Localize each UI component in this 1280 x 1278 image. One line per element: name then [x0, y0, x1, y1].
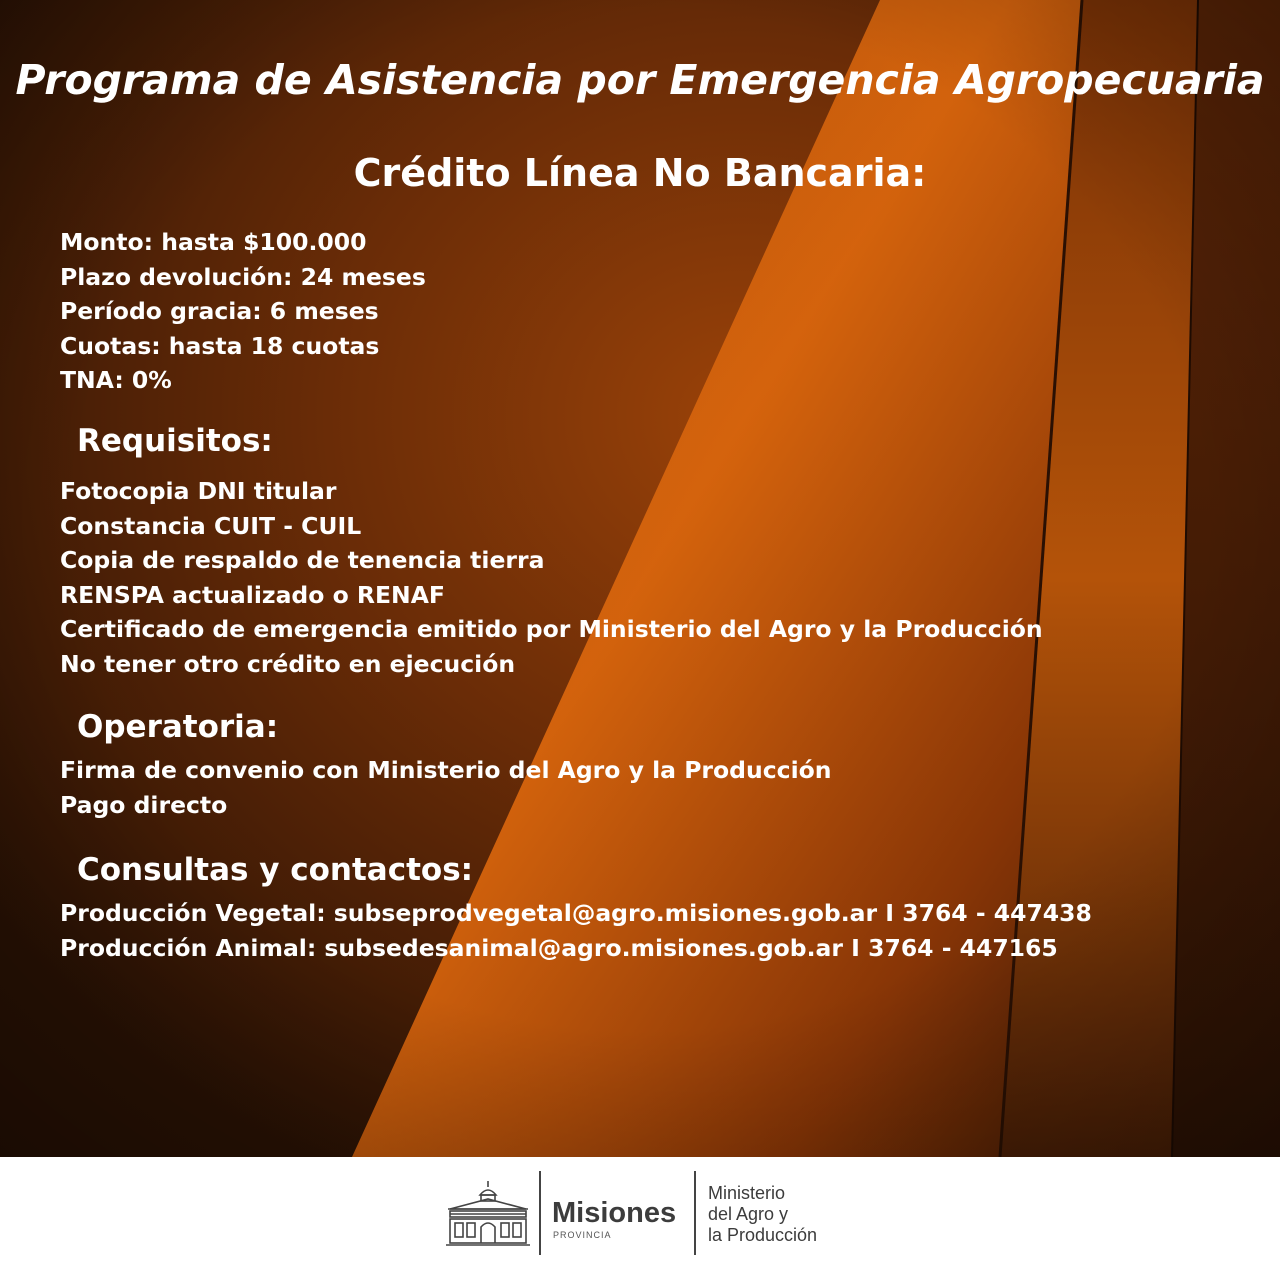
contacts-list: [60, 896, 1092, 965]
list-item: RENSPA actualizado o RENAF: [60, 580, 445, 609]
list-item: Constancia CUIT - CUIL: [60, 511, 362, 540]
contact-vegetal: Producción Vegetal: subseprodvegetal@agro.misiones.gob.ar I 3764 - 447438: [60, 899, 1092, 927]
requirements-heading: Requisitos:: [77, 423, 273, 459]
ministry-line: la Producción: [708, 1225, 818, 1245]
list-item: Plazo devolución: 24 meses: [60, 262, 426, 291]
ministry-divider: [694, 1171, 696, 1255]
ministry-line: del Agro y: [708, 1204, 789, 1224]
credit-line-title: Crédito Línea No Bancaria:: [353, 151, 927, 195]
list-item: Firma de convenio con Ministerio del Agro y la Producción: [60, 756, 832, 784]
list-item: Fotocopia DNI titular: [60, 477, 337, 505]
list-item: No tener otro crédito en ejecución: [60, 649, 516, 678]
credit-terms-list: [60, 225, 426, 398]
list-item: TNA: 0%: [60, 366, 172, 394]
operations-list: [60, 753, 832, 822]
contacts-heading: Consultas y contactos:: [77, 852, 474, 888]
list-item: Certificado de emergencia emitido por Ministerio del Agro y la Producción: [60, 615, 1043, 643]
list-item: Cuotas: hasta 18 cuotas: [60, 331, 380, 360]
ministry-line: Ministerio: [708, 1183, 786, 1203]
list-item: Pago directo: [60, 790, 228, 819]
ministry-name: [708, 1183, 817, 1246]
program-title: Programa de Asistencia por Emergencia Agropecuaria: [15, 56, 1265, 104]
list-item: Copia de respaldo de tenencia tierra: [60, 546, 545, 574]
brand-name: Misiones: [552, 1197, 677, 1229]
brand-subtitle: PROVINCIA: [553, 1230, 612, 1240]
list-item: Monto: hasta $100.000: [60, 228, 367, 256]
footer: [0, 1157, 1280, 1278]
logo-divider: [539, 1171, 541, 1255]
list-item: Período gracia: 6 meses: [60, 297, 379, 325]
operations-heading: Operatoria:: [77, 709, 279, 745]
government-building-icon: [446, 1179, 530, 1249]
contact-animal: Producción Animal: subsedesanimal@agro.misiones.gob.ar I 3764 - 447165: [60, 933, 1058, 962]
requirements-list: [60, 474, 1043, 681]
